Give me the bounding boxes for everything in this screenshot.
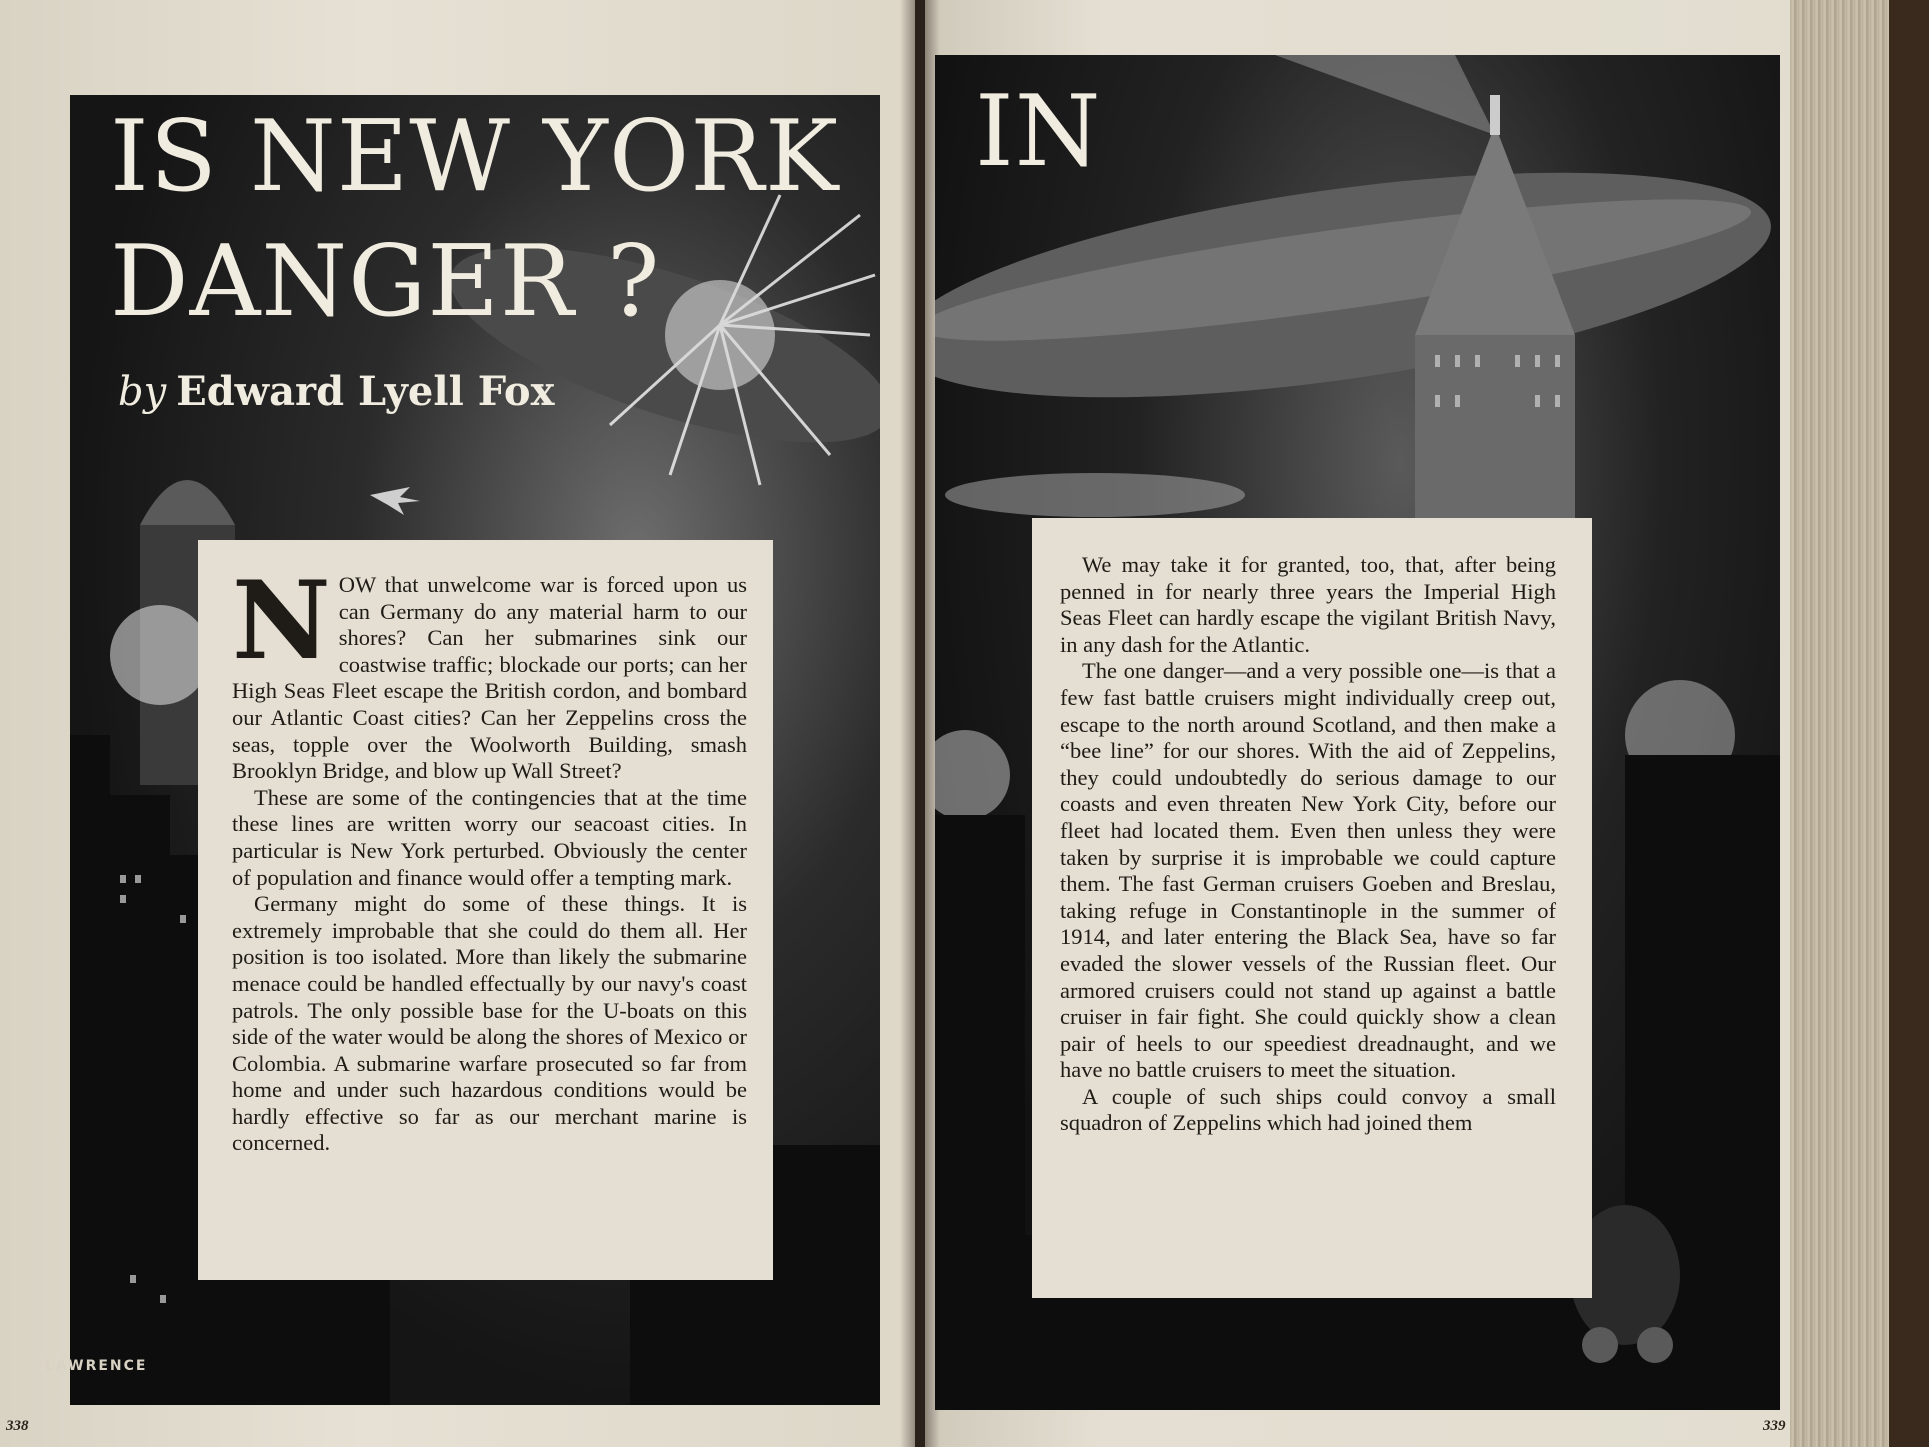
page-number-left: 338 bbox=[6, 1418, 29, 1434]
left-text-column bbox=[198, 540, 773, 1280]
airplane bbox=[370, 487, 420, 515]
clock-face bbox=[1582, 1327, 1618, 1363]
book-gutter bbox=[900, 0, 940, 1447]
drop-cap: N bbox=[232, 558, 331, 684]
page-edges bbox=[1790, 0, 1929, 1447]
artist-signature: LAWRENCE bbox=[45, 1358, 148, 1374]
title-line-2: DANGER ? bbox=[110, 225, 661, 339]
clock-face-2 bbox=[1637, 1327, 1673, 1363]
byline bbox=[118, 368, 554, 415]
paragraph: Germany might do some of these things. It is extremely improbable that she could do them all. Her position is too isolated. More than likely the submarine menace could be handled effectually by our navy's coast patrols. The only possible base for the U-boats on this side of the water would be along the shores of Mexico or Colombia. A submarine warfare prosecuted so far from home and under such hazardous conditions would be hardly effective so far as our merchant marine is concerned. bbox=[232, 891, 747, 1156]
paragraph: A couple of such ships could convoy a small squadron of Zeppelins which had joined them bbox=[1060, 1083, 1556, 1136]
searchlight-beam bbox=[1275, 55, 1495, 135]
paragraph: We may take it for granted, too, that, after being penned in for nearly three years the Imperial High Seas Fleet can hardly escape the vigilant British Navy, in any dash for the Atlantic. bbox=[1060, 552, 1556, 657]
paragraph: These are some of the contingencies that at the time these lines are written worry our seacoast cities. In particular is New York perturbed. Obviously the center of population and finance would offer a tempting mark. bbox=[232, 784, 747, 890]
paragraph: The one danger—and a very possible one—is that a few fast battle cruisers might individually creep out, escape to the north around Scotland, and then make a “bee line” for our shores. With the aid of Zeppelins, they could undoubtedly do serious damage to our coasts and even threaten New York City, before our fleet had located them. Even then unless they were taken by surprise it is improbable we could capture them. The fast German cruisers Goeben and Breslau, taking refuge in Constantinople in the summer of 1914, and later entering the Black Sea, have so far evaded the slower vessels of the Russian fleet. Our armored cruisers could not stand up against a battle cruiser in fair fight. She could quickly show a clean pair of heels to our speediest dreadnaught, and we have no battle cruisers to meet the situation. bbox=[1060, 658, 1556, 1083]
right-text-column bbox=[1032, 518, 1592, 1298]
explosion-glow bbox=[665, 280, 775, 390]
fire-left bbox=[935, 730, 1010, 820]
page-number-right: 339 bbox=[1763, 1418, 1786, 1434]
paragraph bbox=[232, 558, 747, 785]
building-dome bbox=[140, 480, 235, 525]
second-zeppelin bbox=[945, 473, 1245, 517]
byline-author: Edward Lyell Fox bbox=[176, 368, 555, 415]
building-fire bbox=[110, 605, 210, 705]
paragraph-text: OW that unwelcome war is forced upon us can Germany do any material harm to our shores? Can her submarines sink our coastwise traffic; blockade our ports; can her High Seas Fleet escape the British cordon, and bombard our Atlantic Coast cities? Can her Zeppelins cross the seas, topple over the Woolworth Building, smash Brooklyn Bridge, and blow up Wall Street? bbox=[232, 572, 747, 784]
byline-prefix: by bbox=[118, 369, 167, 415]
title-line-1: IS NEW YORK bbox=[110, 100, 840, 214]
title-word-in: IN bbox=[975, 75, 1102, 189]
